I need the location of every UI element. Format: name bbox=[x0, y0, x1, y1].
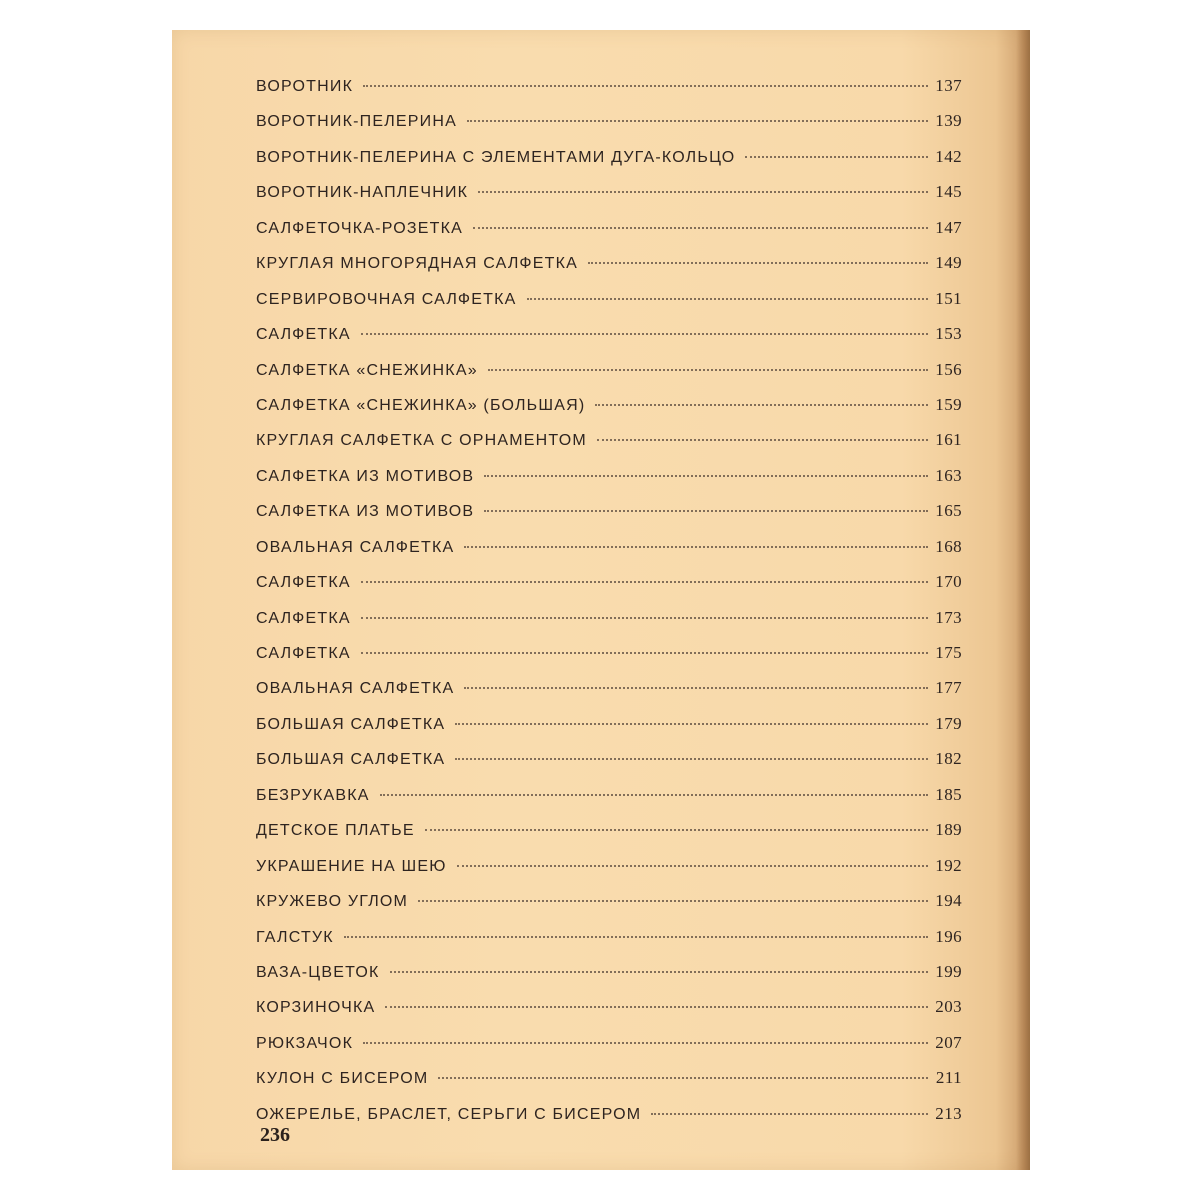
toc-entry-title: БЕЗРУКАВКА bbox=[256, 786, 370, 804]
toc-entry-page: 175 bbox=[935, 643, 962, 662]
dot-leader bbox=[527, 298, 928, 300]
dot-leader bbox=[745, 156, 928, 158]
toc-entry-page: 189 bbox=[935, 820, 962, 840]
toc-entry-page: 161 bbox=[935, 430, 962, 450]
dot-leader bbox=[488, 369, 928, 371]
toc-entry bbox=[256, 997, 962, 1032]
dot-leader bbox=[438, 1077, 928, 1079]
toc-entry-title: ВОРОТНИК-ПЕЛЕРИНА bbox=[256, 113, 457, 131]
toc-entry bbox=[256, 572, 962, 607]
toc-entry-title: ВАЗА-ЦВЕТОК bbox=[256, 963, 380, 981]
toc-entry-page: 207 bbox=[935, 1032, 962, 1052]
dot-leader bbox=[361, 652, 928, 654]
toc-entry-page: 153 bbox=[935, 324, 962, 344]
toc-entry-page: 159 bbox=[935, 394, 962, 414]
toc-entry bbox=[256, 785, 962, 820]
page-number: 236 bbox=[260, 1124, 290, 1146]
dot-leader bbox=[344, 936, 928, 938]
toc-entry-title: САЛФЕТКА bbox=[256, 609, 351, 627]
toc-entry bbox=[256, 820, 962, 855]
toc-entry-page: 173 bbox=[935, 607, 962, 627]
toc-entry-title: КРУГЛАЯ МНОГОРЯДНАЯ САЛФЕТКА bbox=[256, 255, 578, 273]
toc-entry-title: ВОРОТНИК-НАПЛЕЧНИК bbox=[256, 184, 469, 202]
dot-leader bbox=[467, 120, 928, 122]
dot-leader bbox=[361, 617, 928, 619]
toc-entry-title: ГАЛСТУК bbox=[256, 928, 334, 946]
toc-entry-page: 168 bbox=[935, 536, 962, 556]
toc-entry bbox=[256, 253, 962, 288]
toc-entry bbox=[256, 76, 962, 111]
toc-entry-title: САЛФЕТКА «СНЕЖИНКА» bbox=[256, 361, 478, 379]
toc-entry bbox=[256, 430, 962, 465]
toc-entry-page: 182 bbox=[935, 749, 962, 769]
toc-entry-title: КОРЗИНОЧКА bbox=[256, 999, 376, 1017]
toc-entry-title: САЛФЕТКА ИЗ МОТИВОВ bbox=[256, 467, 475, 485]
toc-entry bbox=[256, 218, 962, 253]
toc-entry bbox=[256, 856, 962, 891]
toc-entry bbox=[256, 1068, 962, 1103]
toc-entry-title: САЛФЕТОЧКА-РОЗЕТКА bbox=[256, 219, 463, 237]
toc-entry-page: 203 bbox=[935, 997, 962, 1017]
toc-entry-page: 151 bbox=[935, 288, 962, 308]
dot-leader bbox=[390, 971, 929, 973]
dot-leader bbox=[418, 900, 928, 902]
toc-entry-title: ОЖЕРЕЛЬЕ, БРАСЛЕТ, СЕРЬГИ С БИСЕРОМ bbox=[256, 1105, 642, 1123]
dot-leader bbox=[597, 439, 928, 441]
toc-entry-page: 137 bbox=[935, 76, 962, 95]
dot-leader bbox=[595, 404, 928, 406]
toc-entry bbox=[256, 537, 962, 572]
dot-leader bbox=[484, 475, 928, 477]
toc-entry-page: 177 bbox=[935, 678, 962, 698]
dot-leader bbox=[425, 829, 928, 831]
dot-leader bbox=[361, 333, 928, 335]
toc-entry-title: БОЛЬШАЯ САЛФЕТКА bbox=[256, 715, 446, 733]
dot-leader bbox=[478, 191, 928, 193]
toc-entry-page: 199 bbox=[935, 961, 962, 981]
dot-leader bbox=[455, 723, 928, 725]
toc-entry-title: САЛФЕТКА bbox=[256, 326, 351, 344]
toc-entry-page: 192 bbox=[935, 855, 962, 875]
toc-entry bbox=[256, 962, 962, 997]
toc-entry bbox=[256, 643, 962, 678]
dot-leader bbox=[361, 581, 928, 583]
toc-entry-title: БОЛЬШАЯ САЛФЕТКА bbox=[256, 751, 446, 769]
toc-entry-page: 213 bbox=[935, 1103, 962, 1123]
toc-entry bbox=[256, 466, 962, 501]
dot-leader bbox=[464, 687, 928, 689]
toc-entry-page: 149 bbox=[935, 253, 962, 273]
toc-entry-page: 156 bbox=[935, 359, 962, 379]
book-page bbox=[172, 30, 1030, 1170]
toc-entry-title: САЛФЕТКА bbox=[256, 645, 351, 662]
toc-entry-page: 142 bbox=[935, 146, 962, 166]
toc-entry-title: САЛФЕТКА bbox=[256, 574, 351, 592]
toc-entry-title: УКРАШЕНИЕ НА ШЕЮ bbox=[256, 857, 447, 875]
toc-entry bbox=[256, 324, 962, 359]
toc-entry bbox=[256, 678, 962, 713]
toc-entry bbox=[256, 395, 962, 430]
toc-entry bbox=[256, 608, 962, 643]
toc-entry bbox=[256, 927, 962, 962]
toc-entry-title: ВОРОТНИК-ПЕЛЕРИНА С ЭЛЕМЕНТАМИ ДУГА-КОЛЬЦО bbox=[256, 148, 736, 166]
dot-leader bbox=[457, 865, 928, 867]
toc-entry-title: САЛФЕТКА «СНЕЖИНКА» (БОЛЬШАЯ) bbox=[256, 396, 586, 414]
toc-entry bbox=[256, 1104, 962, 1139]
dot-leader bbox=[380, 794, 928, 796]
toc-entry-title: САЛФЕТКА ИЗ МОТИВОВ bbox=[256, 503, 475, 521]
toc-entry-page: 179 bbox=[935, 713, 962, 733]
dot-leader bbox=[464, 546, 928, 548]
toc-entry-page: 165 bbox=[935, 501, 962, 521]
toc-entry-title: СЕРВИРОВОЧНАЯ САЛФЕТКА bbox=[256, 290, 517, 308]
toc-entry-page: 185 bbox=[935, 784, 962, 804]
toc-entry-title: ДЕТСКОЕ ПЛАТЬЕ bbox=[256, 822, 415, 840]
toc-entry-page: 170 bbox=[935, 572, 962, 592]
toc-entry-title: ОВАЛЬНАЯ САЛФЕТКА bbox=[256, 538, 455, 556]
dot-leader bbox=[363, 85, 928, 87]
dot-leader bbox=[484, 510, 928, 512]
page-edge-shadow bbox=[1016, 30, 1030, 1170]
toc-entry-page: 211 bbox=[935, 1068, 962, 1088]
toc-entry bbox=[256, 360, 962, 395]
toc-entry-title: ОВАЛЬНАЯ САЛФЕТКА bbox=[256, 680, 455, 698]
dot-leader bbox=[385, 1006, 928, 1008]
toc-entry-title: КРУГЛАЯ САЛФЕТКА С ОРНАМЕНТОМ bbox=[256, 432, 587, 450]
dot-leader bbox=[473, 227, 928, 229]
toc-entry bbox=[256, 1033, 962, 1068]
toc-entry-page: 196 bbox=[935, 926, 962, 946]
toc-entry bbox=[256, 714, 962, 749]
toc-entry bbox=[256, 749, 962, 784]
dot-leader bbox=[588, 262, 928, 264]
toc-entry-page: 145 bbox=[935, 182, 962, 202]
toc-entry-page: 139 bbox=[935, 111, 962, 131]
toc-entry bbox=[256, 147, 962, 182]
toc-entry-title: КУЛОН С БИСЕРОМ bbox=[256, 1070, 429, 1088]
toc-entry bbox=[256, 891, 962, 926]
toc-entry-page: 163 bbox=[935, 465, 962, 485]
dot-leader bbox=[363, 1042, 928, 1044]
toc-entry bbox=[256, 111, 962, 146]
toc-entry bbox=[256, 182, 962, 217]
toc-entry bbox=[256, 289, 962, 324]
toc-entry-page: 194 bbox=[935, 891, 962, 911]
table-of-contents bbox=[256, 76, 962, 1139]
toc-entry-page: 147 bbox=[935, 217, 962, 237]
dot-leader bbox=[455, 758, 928, 760]
toc-entry-title: КРУЖЕВО УГЛОМ bbox=[256, 893, 409, 911]
toc-entry-title: ВОРОТНИК bbox=[256, 78, 354, 95]
toc-entry-title: РЮКЗАЧОК bbox=[256, 1034, 354, 1052]
toc-entry bbox=[256, 501, 962, 536]
dot-leader bbox=[651, 1113, 928, 1115]
